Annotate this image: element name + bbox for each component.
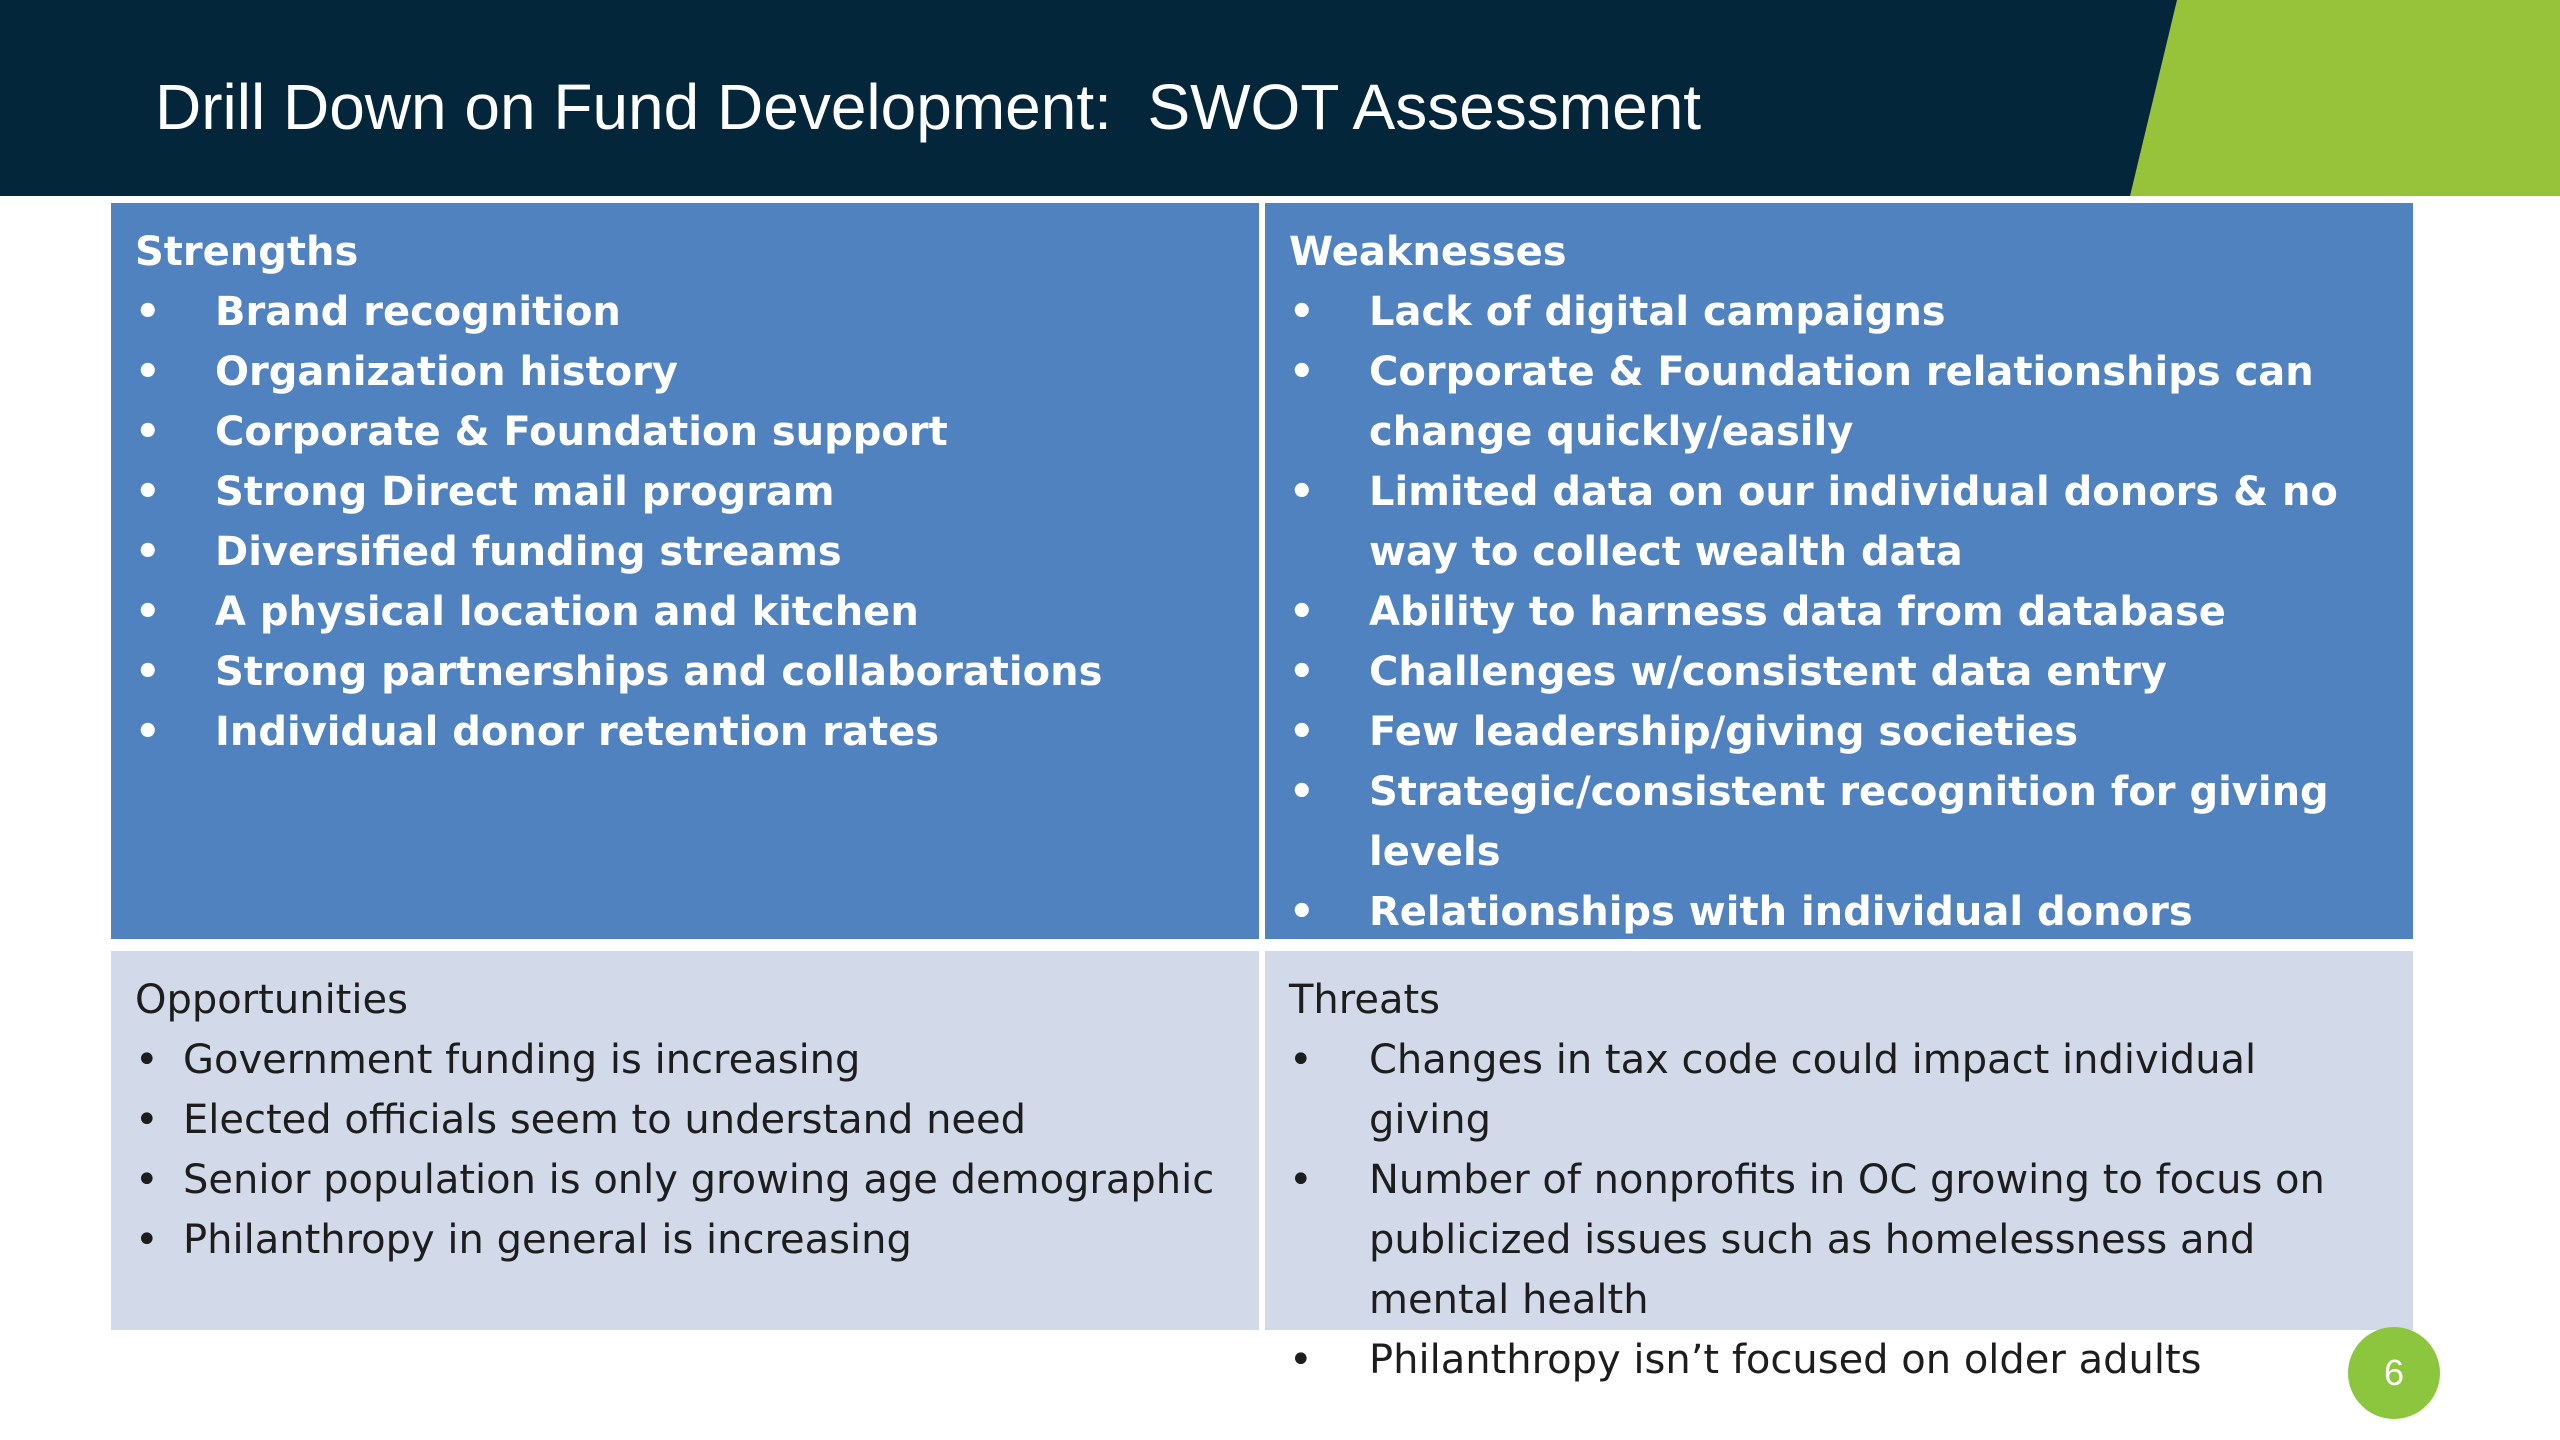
weaknesses-heading: Weaknesses	[1289, 229, 1567, 275]
strengths-item: • Brand recognition	[135, 282, 1235, 342]
opportunities-item: • Senior population is only growing age demographic	[135, 1150, 1235, 1210]
strengths-item: • A physical location and kitchen	[135, 582, 1235, 642]
page-number-badge: 6	[2348, 1327, 2440, 1419]
strengths-item: • Strong partnerships and collaborations	[135, 642, 1235, 702]
header-accent-shape	[2130, 0, 2560, 196]
opportunities-item: • Elected officials seem to understand need	[135, 1090, 1235, 1150]
strengths-heading: Strengths	[135, 229, 359, 275]
threats-cell	[1265, 951, 2413, 1383]
strengths-item: • Diversified funding streams	[135, 522, 1235, 582]
threats-item: • Philanthropy isn’t focused on older adults	[1289, 1330, 2389, 1390]
weaknesses-item: • Challenges w/consistent data entry	[1289, 642, 2389, 702]
swot-grid	[111, 203, 2413, 1383]
strengths-item: • Individual donor retention rates	[135, 702, 1235, 762]
weaknesses-item: • Limited data on our individual donors & no way to collect wealth data	[1289, 462, 2389, 582]
slide-title: Drill Down on Fund Development: SWOT Assessment	[155, 71, 1702, 143]
opportunities-item: • Government funding is increasing	[135, 1030, 1235, 1090]
threats-list	[1289, 1030, 2389, 1390]
threats-item: • Changes in tax code could impact individual giving	[1289, 1030, 2389, 1150]
strengths-cell	[111, 203, 1259, 939]
opportunities-list	[135, 1030, 1235, 1270]
weaknesses-item: • Strategic/consistent recognition for giving levels	[1289, 762, 2389, 882]
threats-item: • Number of nonprofits in OC growing to focus on publicized issues such as homelessness and mental health	[1289, 1150, 2389, 1330]
weaknesses-list	[1289, 282, 2389, 1002]
weaknesses-item: • Relationships with individual donors	[1289, 882, 2389, 942]
weaknesses-item: • Corporate & Foundation relationships can change quickly/easily	[1289, 342, 2389, 462]
opportunities-item: • Philanthropy in general is increasing	[135, 1210, 1235, 1270]
strengths-item: • Strong Direct mail program	[135, 462, 1235, 522]
weaknesses-item: • Ability to harness data from database	[1289, 582, 2389, 642]
strengths-list	[135, 282, 1235, 762]
strengths-item: • Corporate & Foundation support	[135, 402, 1235, 462]
weaknesses-item: • Few leadership/giving societies	[1289, 702, 2389, 762]
weaknesses-cell	[1265, 203, 2413, 939]
strengths-item: • Organization history	[135, 342, 1235, 402]
opportunities-cell	[111, 951, 1259, 1330]
weaknesses-item: • Lack of digital campaigns	[1289, 282, 2389, 342]
opportunities-heading: Opportunities	[135, 977, 408, 1023]
threats-heading: Threats	[1289, 977, 1440, 1023]
